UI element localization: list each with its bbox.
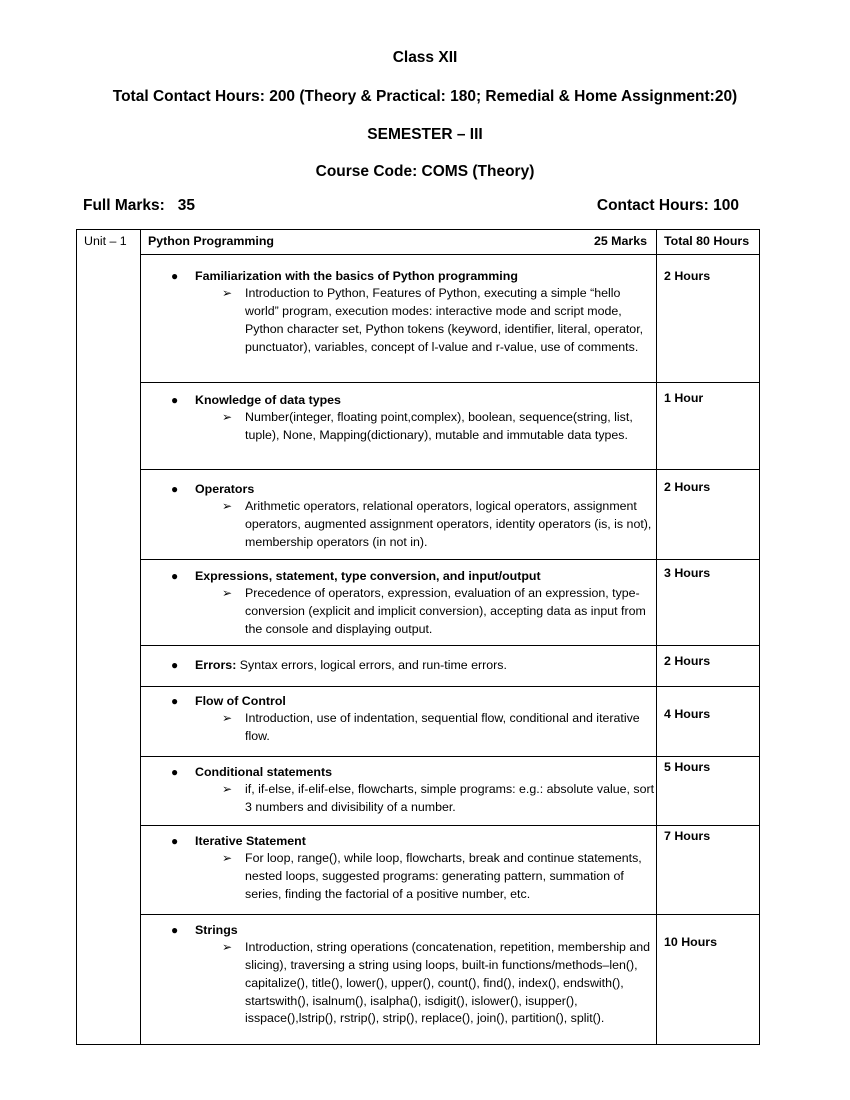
bullet-icon: ● [171, 392, 179, 407]
bullet-icon: ● [171, 568, 179, 583]
table-row [77, 559, 760, 645]
topic-hours: 3 Hours [657, 559, 760, 645]
topic-title: Conditional statements [195, 764, 332, 779]
total-contact-hours: Total Contact Hours: 200 (Theory & Practical: 180; Remedial & Home Assignment:20) [112, 88, 738, 105]
topic-hours: 1 Hour [657, 382, 760, 469]
class-title: Class XII [392, 49, 458, 66]
topic-cell [141, 254, 657, 382]
topic-detail: Introduction, use of indentation, sequential flow, conditional and iterative flow. [245, 711, 640, 744]
topic-hours: 2 Hours [657, 645, 760, 686]
topic-hours: 2 Hours [657, 469, 760, 559]
bullet-icon: ● [171, 657, 179, 672]
topic-cell [141, 645, 657, 686]
table-row [77, 686, 760, 756]
topic-detail: For loop, range(), while loop, flowcharts, break and continue statements, nested loops, suggested programs: generating pattern, summation of series, finding the factorial of a positive number, etc. [245, 851, 642, 901]
bullet-icon: ● [171, 268, 179, 283]
bullet-icon: ● [171, 764, 179, 779]
table-row [77, 756, 760, 825]
table-row [77, 914, 760, 1044]
topic-title: Knowledge of data types [195, 392, 341, 407]
table-row [77, 825, 760, 914]
topic-title: Expressions, statement, type conversion, and input/output [195, 568, 541, 583]
topic-cell [141, 469, 657, 559]
topic-cell [141, 825, 657, 914]
arrow-bullet-icon: ➢ [222, 940, 233, 955]
bullet-icon: ● [171, 833, 179, 848]
topic-hours: 7 Hours [657, 825, 760, 914]
arrow-bullet-icon: ➢ [222, 410, 233, 425]
arrow-bullet-icon: ➢ [222, 711, 233, 726]
topic-hours: 5 Hours [657, 756, 760, 825]
arrow-bullet-icon: ➢ [222, 851, 233, 866]
semester-title: SEMESTER – III [367, 126, 483, 143]
table-row [77, 469, 760, 559]
unit-title-cell [141, 230, 657, 255]
bullet-icon: ● [171, 922, 179, 937]
topic-title: Operators [195, 481, 255, 496]
topic-title: Errors: [195, 657, 237, 672]
syllabus-table [76, 229, 760, 1045]
arrow-bullet-icon: ➢ [222, 499, 233, 514]
topic-detail: Introduction, string operations (concatenation, repetition, membership and slicing), traversing a string using loops, built-in functions/methods–len(), capitalize(), title(), lower(), upper(), count(), find(), index(), endswith(), startswith(), isalnum(), isalpha(), isdigit(), islower(), isupper(), isspace(),lstrip(), rstrip(), strip(), replace(), join(), partition(), split(). [245, 940, 650, 1026]
topic-detail: Arithmetic operators, relational operators, logical operators, assignment operators, augmented assignment operators, identity operators (is, is not), membership operators (in not in). [245, 499, 652, 549]
contact-hours: Contact Hours: 100 [596, 197, 739, 214]
topic-hours: 2 Hours [657, 254, 760, 382]
topic-detail: Number(integer, floating point,complex), boolean, sequence(string, list, tuple), None, Mapping(dictionary), mutable and immutable data types. [245, 410, 633, 443]
table-row [77, 382, 760, 469]
topic-cell [141, 382, 657, 469]
arrow-bullet-icon: ➢ [222, 782, 233, 797]
topic-title: Strings [195, 922, 238, 937]
bullet-icon: ● [171, 693, 179, 708]
topic-cell [141, 914, 657, 1044]
topic-detail: Precedence of operators, expression, evaluation of an expression, type-conversion (explicit and implicit conversion), accepting data as input from the console and displaying output. [245, 586, 646, 636]
bullet-icon: ● [171, 481, 179, 496]
table-row [77, 645, 760, 686]
table-header-row [77, 230, 760, 255]
unit-marks: 25 Marks [593, 234, 647, 248]
topic-title: Familiarization with the basics of Python programming [195, 268, 518, 283]
course-code: Course Code: COMS (Theory) [315, 163, 535, 180]
table-row [77, 254, 760, 382]
topic-cell [141, 559, 657, 645]
topic-hours: 10 Hours [657, 914, 760, 1044]
unit-title: Python Programming [148, 234, 274, 248]
topic-title: Flow of Control [195, 693, 286, 708]
full-marks: Full Marks: 35 [83, 197, 195, 214]
topic-detail: Introduction to Python, Features of Python, executing a simple “hello world” program, execution modes: interactive mode and script mode, Python character set, Python tokens (keyword, identifier, literal, operator, punctuator), variables, concept of l-value and r-value, use of comments. [245, 286, 644, 354]
topic-cell [141, 756, 657, 825]
arrow-bullet-icon: ➢ [222, 286, 233, 301]
topic-detail: if, if-else, if-elif-else, flowcharts, simple programs: e.g.: absolute value, sort 3 numbers and divisibility of a number. [245, 782, 655, 815]
arrow-bullet-icon: ➢ [222, 586, 233, 601]
topic-hours: 4 Hours [657, 686, 760, 756]
topic-title: Iterative Statement [195, 833, 306, 848]
unit-total-hours: Total 80 Hours [657, 230, 760, 255]
unit-label: Unit – 1 [77, 230, 141, 1045]
topic-detail: Syntax errors, logical errors, and run-time errors. [236, 657, 507, 672]
topic-cell [141, 686, 657, 756]
